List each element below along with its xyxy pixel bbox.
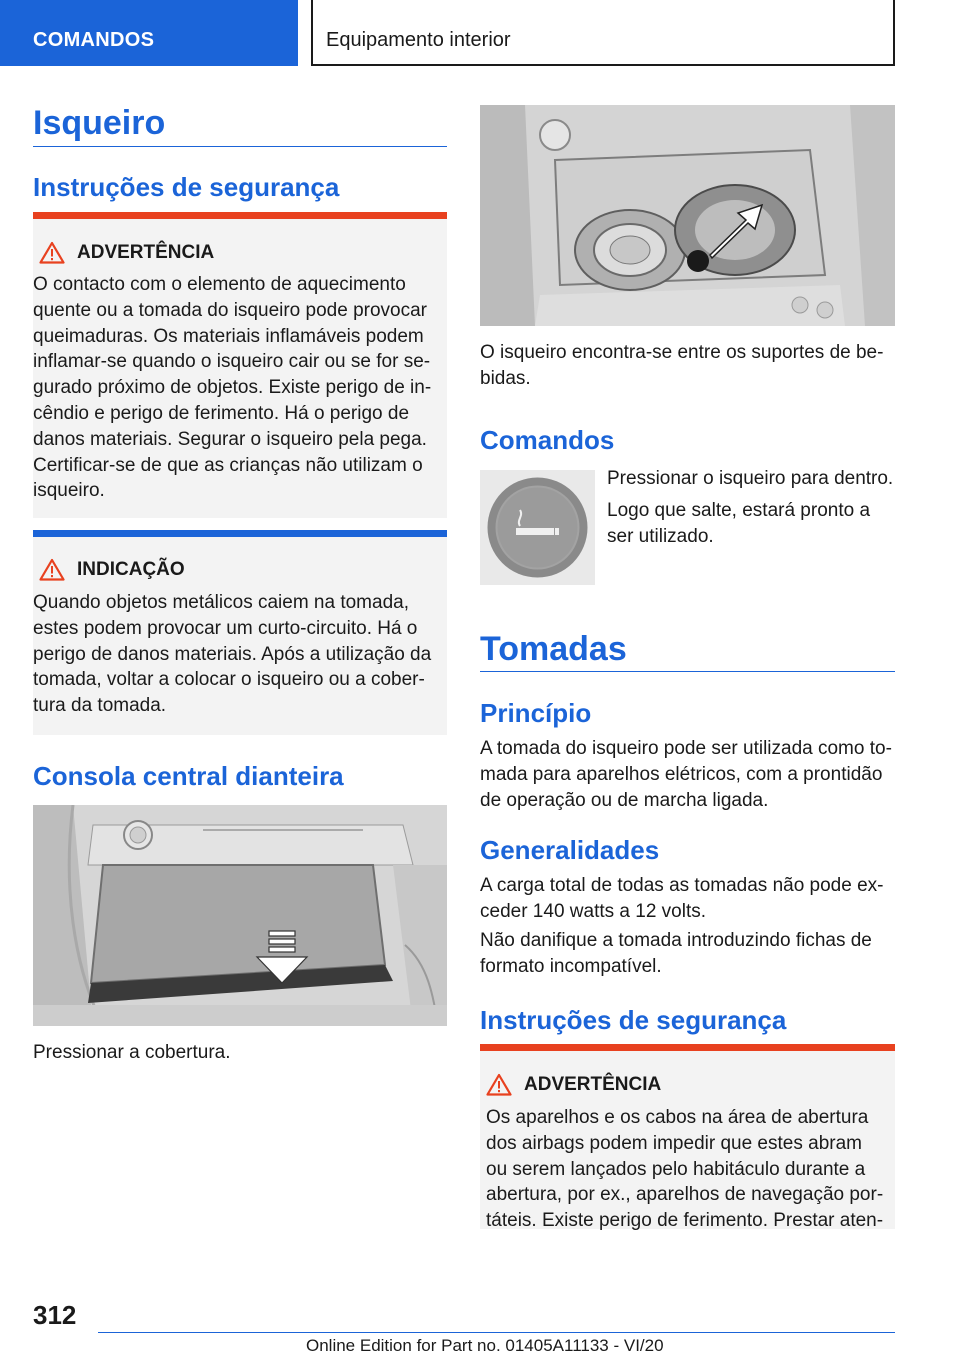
sockets-warning-header [486, 1073, 661, 1096]
notice-label: INDICAÇÃO [77, 558, 185, 580]
lighter-caption: O isqueiro encontra-se entre os suportes de be- bidas. [480, 342, 884, 389]
warning-label: ADVERTÊNCIA [77, 241, 215, 263]
page-number: 312 [33, 1300, 77, 1330]
sockets-warning-label: ADVERTÊNCIA [524, 1073, 662, 1095]
header-divider-right [893, 0, 895, 66]
sockets-warning-triangle-icon [486, 1073, 512, 1096]
sockets-warning-bar [480, 1044, 895, 1051]
sockets-safety-heading: Instruções de segurança [480, 1005, 787, 1035]
principle-heading: Princípio [480, 698, 592, 728]
section-label: COMANDOS [33, 29, 155, 51]
notice-triangle-icon [39, 558, 65, 581]
sockets-title: Tomadas [480, 630, 627, 668]
console-cover-photo [33, 805, 447, 1026]
footer-rule [98, 1332, 895, 1333]
console-caption: Pressionar a cobertura. [33, 1042, 231, 1063]
controls-ready: Logo que salte, estará pronto a ser utilizado. [607, 500, 871, 547]
lighter-control-image [480, 470, 595, 585]
safety-heading: Instruções de segurança [33, 172, 340, 202]
sockets-rule [480, 671, 895, 672]
controls-heading: Comandos [480, 425, 615, 455]
warning-triangle-icon [39, 241, 65, 264]
general-text-2: Não danifique a tomada introduzindo fichas de formato incompatível. [480, 930, 872, 977]
header-divider [311, 0, 313, 66]
sockets-warning-box [480, 1044, 895, 1232]
page-title: Isqueiro [33, 104, 166, 142]
warning-text: O contacto com o elemento de aquecimento quente ou a tomada do isqueiro pode provocar queimaduras. Os materiais inflamáveis podem inflamar-se quando o isqueiro cair ou se for se- gurado próximo de objetos. Existe perigo de in- cêndio e perigo de ferimento. Há o perigo de danos materiais. Segurar o isqueiro pela pega. Certificar-se de que as crianças não utilizam o isqueiro. [33, 274, 432, 502]
notice-text: Quando objetos metálicos caiem na tomada, estes podem provocar um curto-circuito. Há o perigo de danos materiais. Após a utilização da tomada, voltar a colocar o isqueiro ou a cober- tura da tomada. [33, 592, 432, 717]
section-tab[interactable] [0, 0, 298, 66]
warning-header [39, 241, 214, 264]
notice-header [39, 558, 185, 581]
header-underline [311, 64, 895, 66]
lighter-location-photo [480, 105, 895, 326]
chapter-title: Equipamento interior [326, 29, 511, 51]
general-heading: Generalidades [480, 835, 660, 865]
warning-box [33, 212, 447, 518]
notice-box [33, 530, 447, 735]
edition-text: Online Edition for Part no. 01405A11133 - VI/20 [306, 1336, 664, 1355]
general-text-1: A carga total de todas as tomadas não pode ex- ceder 140 watts a 12 volts. [480, 875, 884, 922]
principle-text: A tomada do isqueiro pode ser utilizada como to- mada para aparelhos elétricos, com a prontidão de operação ou de marcha ligada. [480, 738, 892, 811]
sockets-warning-text: Os aparelhos e os cabos na área de abertura dos airbags podem impedir que estes abram ou serem lançados pelo habitáculo durante a abertura, por ex., aparelhos de navegação por- táteis. Existe perigo de ferimento. Prestar aten- [486, 1107, 884, 1232]
title-rule [33, 146, 447, 147]
warning-bar [33, 212, 447, 219]
notice-bar [33, 530, 447, 537]
controls-press: Pressionar o isqueiro para dentro. [607, 468, 894, 489]
console-heading: Consola central dianteira [33, 761, 344, 791]
